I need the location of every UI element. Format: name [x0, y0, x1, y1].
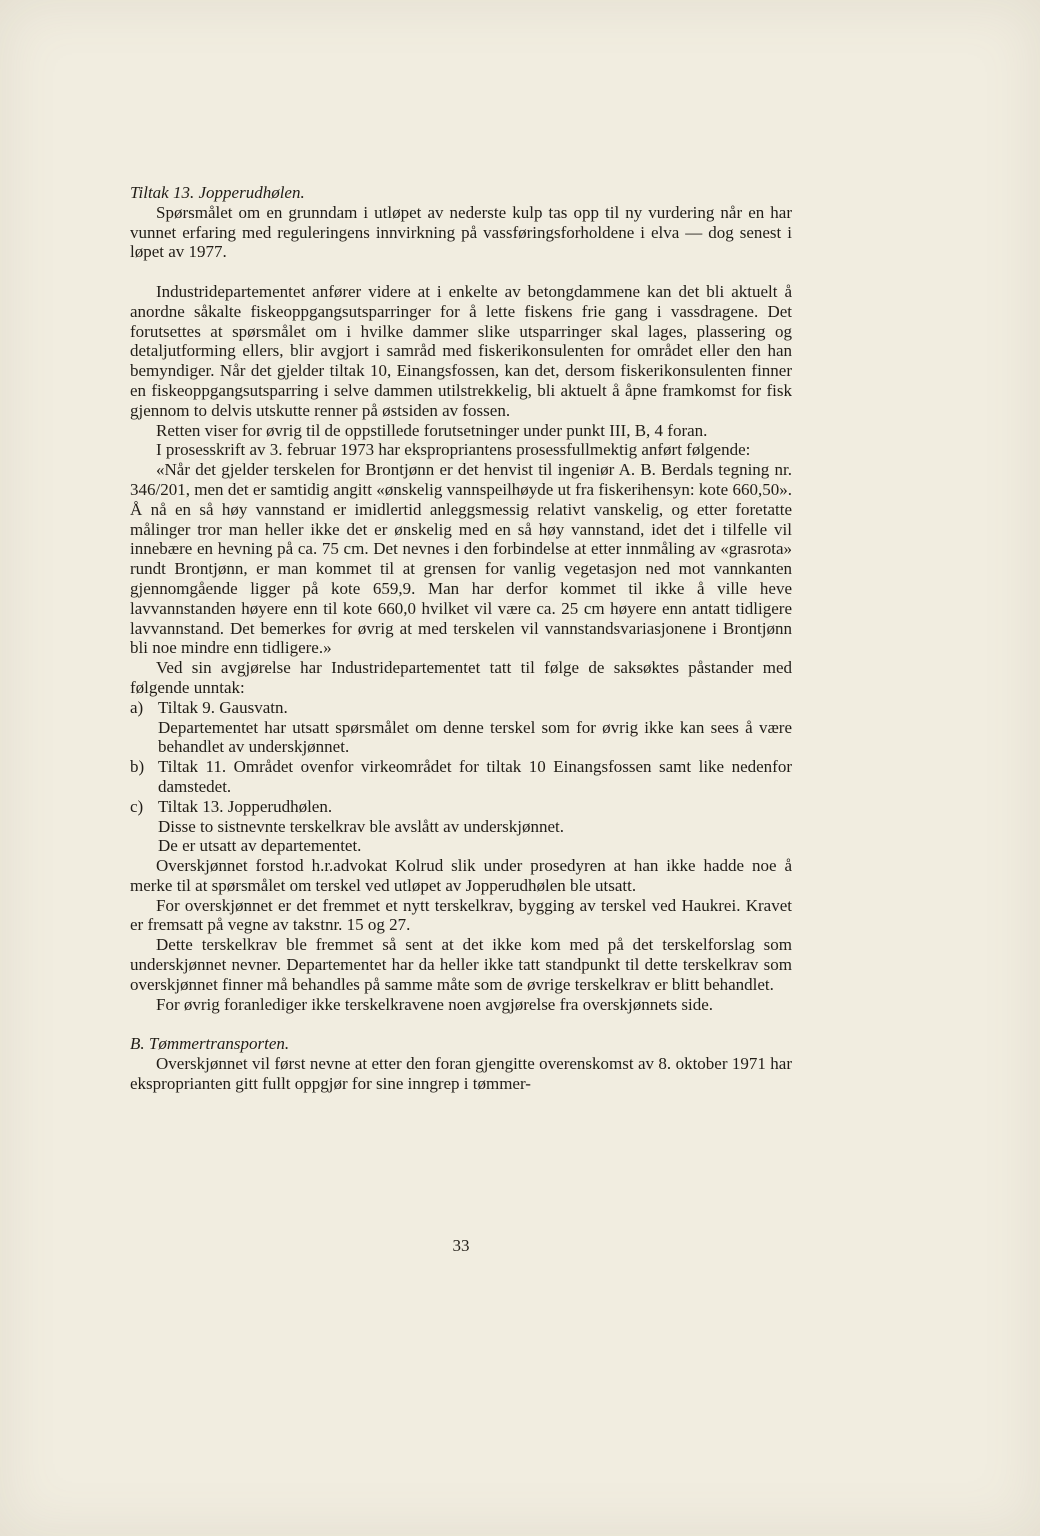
para: [130, 995, 792, 1015]
list-marker: a): [130, 697, 144, 717]
para: [130, 1054, 792, 1094]
block-text: For øvrig foranlediger ikke terskelkravene noen avgjørelse fra overskjønnets side.: [156, 994, 714, 1014]
heading-italic-gap: [130, 1034, 792, 1054]
block-text: I prosesskrift av 3. februar 1973 har ekspropriantens prosessfullmektig anført følgende:: [156, 440, 751, 460]
block-text: B. Tømmertransporten.: [130, 1034, 290, 1054]
list-item: [130, 698, 792, 718]
para: [130, 935, 792, 994]
heading-italic: [130, 183, 792, 203]
para: [130, 421, 792, 441]
text-block: [130, 183, 792, 1094]
block-text: «Når det gjelder terskelen for Brontjønn er det henvist til ingeniør A. B. Berdals tegning nr. 346/201, men det er samtidig angitt «ønskelig vannspeilhøyde ut fra fiskerihensyn: kote 660,50». Å nå en så høy vannstand er imidlertid anleggsmessig relativt vanskelig, og etter foretatte målinger tror man heller ikke det er ønskelig med en så høy vannstand, idet det i tilfelle vil innebære en hevning på ca. 75 cm. Det nevnes i den forbindelse at etter innmåling av «grasrota» rundt Brontjønn, er man kommet til at grensen for vanlig vegetasjon ned mot vannkanten gjennomgående ligger på kote 659,9. Man har derfor kommet til ikke å ville heve lavvannstanden høyere enn til kote 660,0 hvilket vil være ca. 25 cm høyere enn antatt tidligere lavvannstand. Det bemerkes for øvrig at med terskelen vil vannstandsvariasjonene i Brontjønn bli noe mindre enn tidligere.»: [130, 460, 792, 658]
block-text: Departementet har utsatt spørsmålet om denne terskel som for øvrig ikke kan sees å være behandlet av underskjønnet.: [158, 717, 792, 757]
block-text: For overskjønnet er det fremmet et nytt terskelkrav, bygging av terskel ved Haukrei. Kravet er fremsatt på vegne av takstnr. 15 og 27.: [130, 895, 792, 935]
list-sub: [158, 836, 792, 856]
para: [130, 203, 792, 262]
block-text: Spørsmålet om en grunndam i utløpet av nederste kulp tas opp til ny vurdering når en har vunnet erfaring med reguleringens innvirkning på vassføringsforholdene i elva — dog senest i løpet av 1977.: [130, 202, 792, 262]
block-text: Overskjønnet forstod h.r.advokat Kolrud slik under prosedyren at han ikke hadde noe å merke til at spørsmålet om terskel ved utløpet av Jopperudhølen ble utsatt.: [130, 856, 792, 895]
para: [130, 856, 792, 896]
para: [130, 440, 792, 460]
list-item: [130, 757, 792, 797]
block-text: Retten viser for øvrig til de oppstillede forutsetninger under punkt III, B, 4 foran.: [156, 420, 708, 440]
block-text: Ved sin avgjørelse har Industridepartementet tatt til følge de saksøktes påstander med følgende unntak:: [130, 658, 792, 697]
page-number: 33: [452, 1236, 470, 1255]
para: [130, 460, 792, 658]
para: [130, 896, 792, 936]
list-sub: [158, 718, 792, 758]
para-gap: [130, 282, 792, 421]
list-marker: c): [130, 796, 144, 816]
list-sub: [158, 817, 792, 837]
block-text: Industridepartementet anfører videre at i enkelte av betongdammene kan det bli aktuelt å anordne såkalte fiskeoppgangsutsparringer for å lette fiskens frie gang i vassdragene. Det forutsettes at spørsmålet om i hvilke dammer slike utsparringer skal lages, plassering og detaljutforming ellers, blir avgjort i samråd med fiskerikonsulenten for området eller den han bemyndiger. Når det gjelder tiltak 10, Einangsfossen, kan det, dersom fiskerikonsulenten finner en fiskeoppgangsutsparring i selve dammen utilstrekkelig, bli aktuelt å åpne framkomst for fisk gjennom to delvis utskutte renner på østsiden av fossen.: [130, 281, 792, 420]
block-text: Dette terskelkrav ble fremmet så sent at det ikke kom med på det terskelforslag som underskjønnet nevner. Departementet har da heller ikke tatt standpunkt til dette terskelkrav som overskjønnet finner må behandles på samme måte som de øvrige terskelkrav er blitt behandlet.: [130, 935, 792, 994]
list-item: [130, 797, 792, 817]
block-text: Tiltak 13. Jopperudhølen.: [158, 796, 333, 816]
block-text: Tiltak 9. Gausvatn.: [158, 697, 288, 717]
para: [130, 658, 792, 698]
block-text: De er utsatt av departementet.: [158, 836, 362, 856]
block-text: Disse to sistnevnte terskelkrav ble avslått av underskjønnet.: [158, 816, 565, 836]
block-text: Tiltak 13. Jopperudhølen.: [130, 183, 305, 202]
block-text: Tiltak 11. Området ovenfor virkeområdet for tiltak 10 Einangsfossen samt like nedenfor damstedet.: [158, 757, 792, 796]
block-text: Overskjønnet vil først nevne at etter den foran gjengitte overenskomst av 8. oktober 1971 har eksproprianten gitt fullt oppgjør for sine inngrep i tømmer-: [130, 1054, 792, 1093]
list-marker: b): [130, 757, 145, 777]
